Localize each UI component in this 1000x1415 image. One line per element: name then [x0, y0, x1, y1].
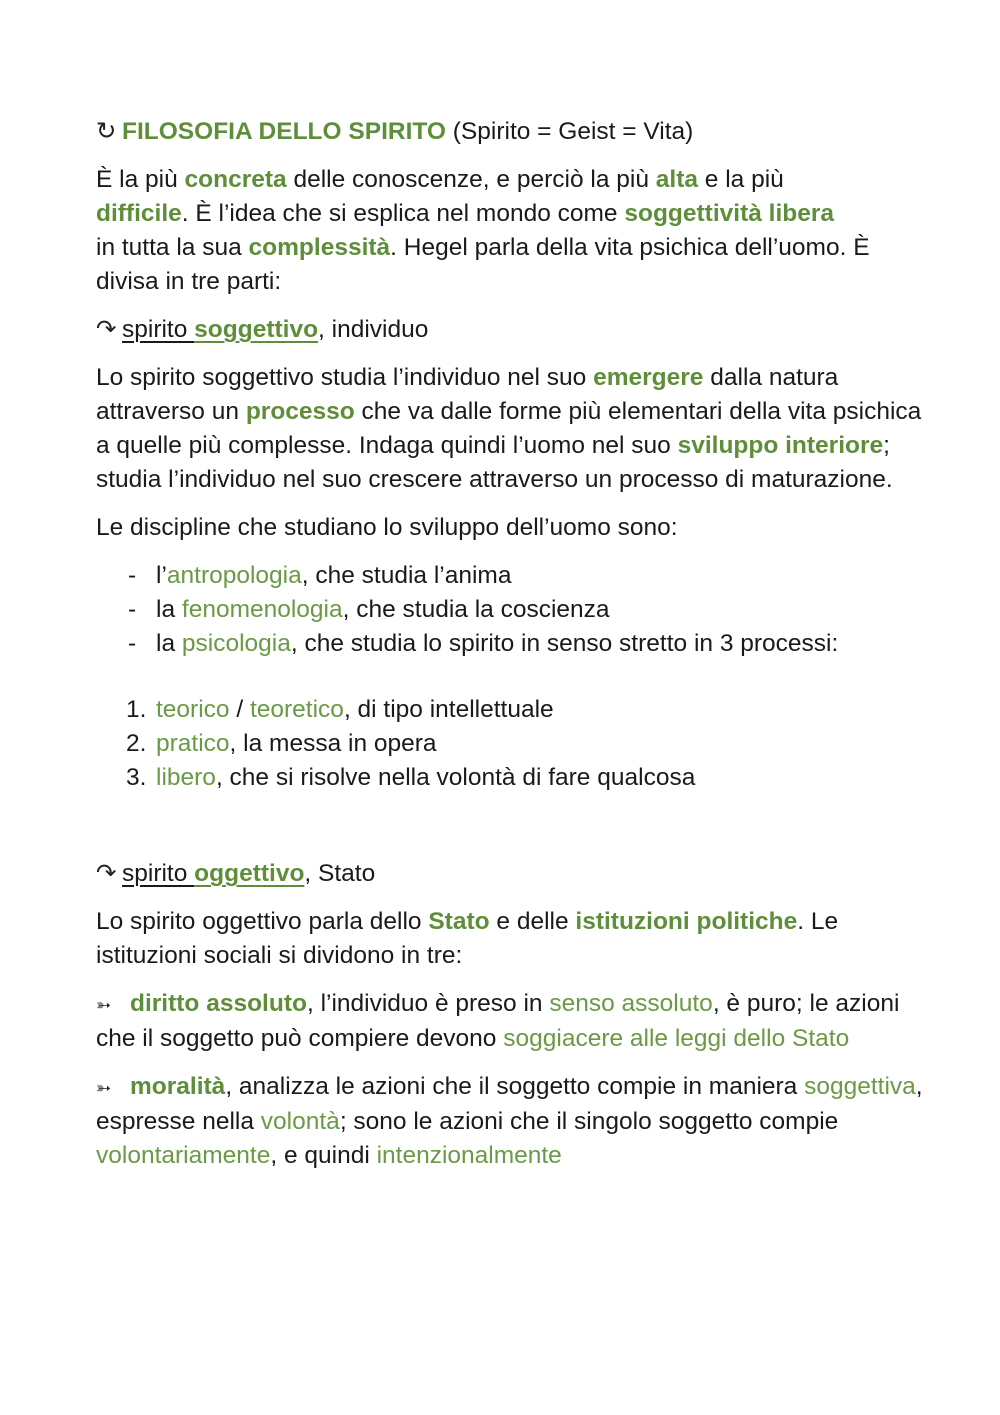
list-item: - l’antropologia, che studia l’anima — [126, 559, 926, 593]
list-item: 3. libero, che si risolve nella volontà di fare qualcosa — [126, 764, 696, 791]
list-item: - la psicologia, che studia lo spirito in senso stretto in 3 processi: — [126, 627, 926, 661]
curved-arrow-icon: ↷ — [96, 316, 117, 343]
institution-item-moralita: ➳ moralità, analizza le azioni che il soggetto compie in maniera soggettiva, espresse nella volontà; sono le azioni che il singolo soggetto compie volontariamente, e quindi intenzionalmente — [96, 1073, 923, 1169]
keyword: complessità — [248, 234, 391, 261]
keyword: difficile — [96, 200, 182, 227]
keyword: istituzioni politiche — [575, 908, 798, 935]
keyword: emergere — [593, 364, 704, 391]
institution-item-diritto: ➳ diritto assoluto, l’individuo è preso in senso assoluto, è puro; le azioni che il soggetto può compiere devono soggiacere alle leggi dello Stato — [96, 990, 900, 1052]
curved-arrow-icon: ↷ — [96, 860, 117, 887]
title-main: FILOSOFIA DELLO SPIRITO — [122, 118, 446, 145]
subsection-heading-oggettivo: ↷ spirito oggettivo, Stato — [96, 857, 926, 891]
list-item: 1. teorico / teoretico, di tipo intellettuale — [126, 696, 554, 723]
disciplines-list — [96, 559, 926, 661]
subsection-heading-soggettivo: ↷ spirito soggettivo, individuo — [96, 313, 926, 347]
rotate-arrow-icon: ↻ — [96, 118, 117, 145]
list-item: - la fenomenologia, che studia la coscienza — [126, 593, 926, 627]
title-rest: (Spirito = Geist = Vita) — [445, 118, 694, 145]
intro-paragraph: È la più concreta delle conoscenze, e perciò la più alta e la più difficile. È l’idea che si esplica nel mondo come soggettività libera in tutta la sua complessità. Hegel parla della vita psichica dell’uomo. È divisa in tre parti: — [96, 166, 870, 295]
keyword: soggettività libera — [624, 200, 835, 227]
keyword: sviluppo interiore — [677, 432, 884, 459]
keyword: processo — [245, 398, 355, 425]
keyword: alta — [655, 166, 698, 193]
keyword: Stato — [428, 908, 490, 935]
processes-list — [96, 693, 926, 795]
keyword: concreta — [184, 166, 287, 193]
section-title — [96, 115, 926, 149]
soggettivo-paragraph: Lo spirito soggettivo studia l’individuo nel suo emergere dalla natura attraverso un processo che va dalle forme più elementari della vita psichica a quelle più complesse. Indaga quindi l’uomo nel suo sviluppo interiore; studia l’individuo nel suo crescere attraverso un processo di maturazione. — [96, 364, 922, 493]
arrow-icon: ➳ — [96, 1078, 112, 1098]
document-page — [96, 115, 926, 1187]
oggettivo-paragraph: Lo spirito oggettivo parla dello Stato e delle istituzioni politiche. Le istituzioni sociali si dividono in tre: — [96, 908, 839, 969]
arrow-icon: ➳ — [96, 995, 112, 1015]
list-item: 2. pratico, la messa in opera — [126, 730, 437, 757]
disciplines-intro: Le discipline che studiano lo sviluppo dell’uomo sono: — [96, 514, 678, 541]
